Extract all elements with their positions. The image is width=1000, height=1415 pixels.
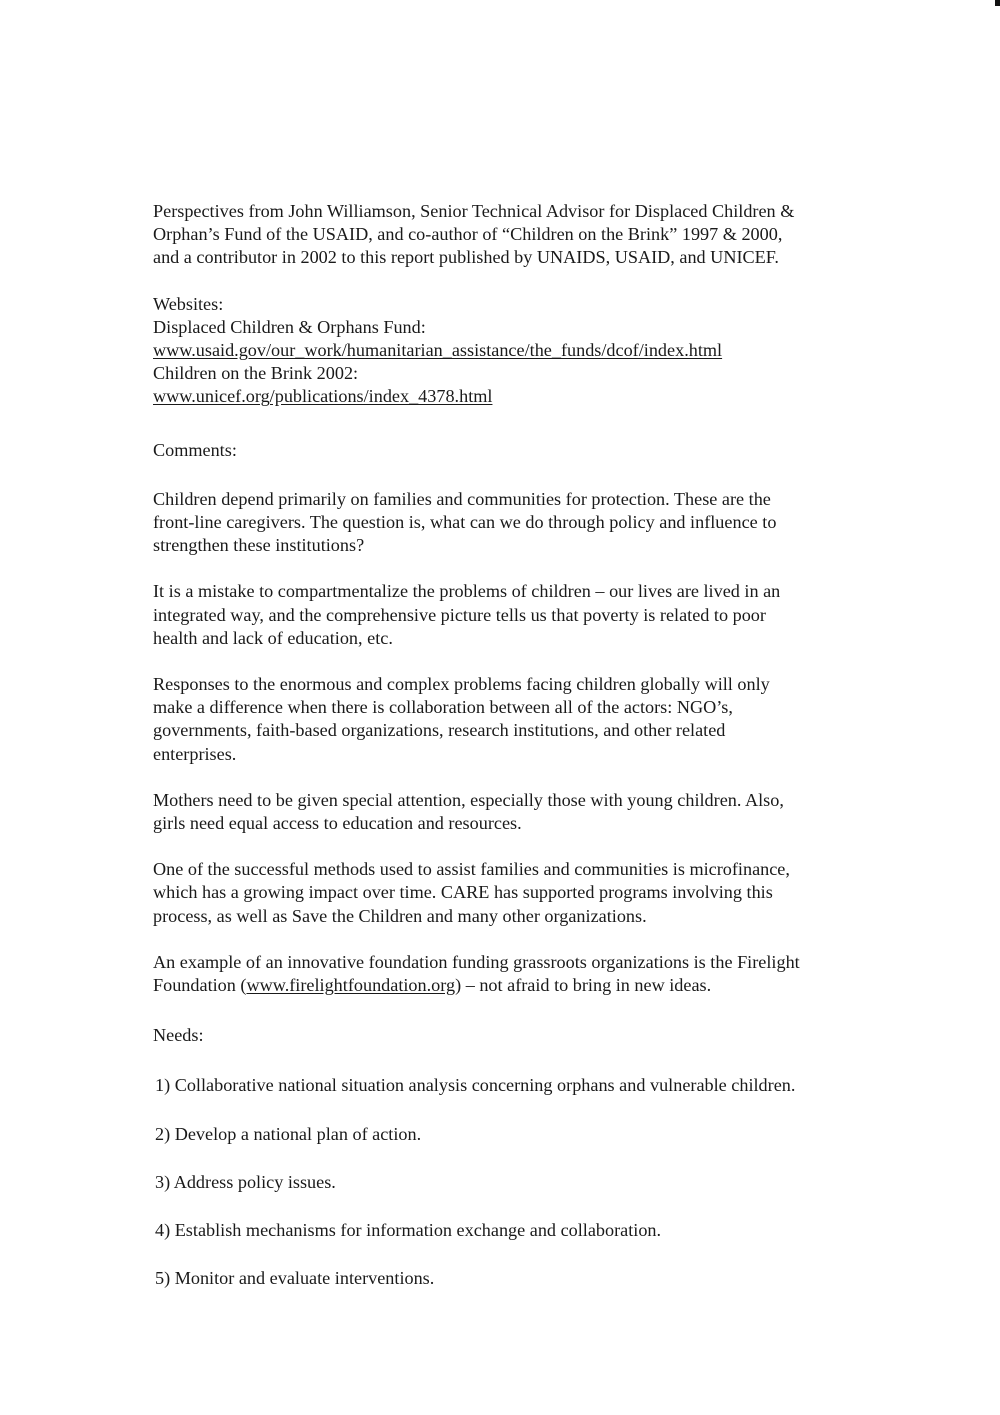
comment-paragraph-2 — [153, 580, 923, 650]
comment-paragraph-3 — [153, 673, 923, 766]
comment-text: Foundation ( — [153, 975, 247, 996]
intro-paragraph — [153, 200, 923, 270]
intro-line: Orphan’s Fund of the USAID, and co-author of “Children on the Brink” 1997 & 2000, — [153, 224, 783, 245]
comment-line: health and lack of education, etc. — [153, 627, 393, 648]
needs-item: 4) Establish mechanisms for information exchange and collaboration. — [155, 1220, 662, 1241]
comments-heading — [153, 439, 923, 462]
comment-line: girls need equal access to education and resources. — [153, 813, 522, 834]
needs-item: 2) Develop a national plan of action. — [155, 1123, 422, 1144]
comment-line: Mothers need to be given special attention, especially those with young children. Also, — [153, 789, 784, 810]
scan-edge-mark — [995, 0, 1000, 6]
comment-line: governments, faith-based organizations, research institutions, and other related — [153, 720, 726, 741]
comment-line: An example of an innovative foundation funding grassroots organizations is the Firelight — [153, 951, 800, 972]
intro-line: Perspectives from John Williamson, Senior Technical Advisor for Displaced Children & — [153, 201, 795, 221]
comment-line: front-line caregivers. The question is, what can we do through policy and influence to — [153, 512, 777, 533]
needs-heading-text: Needs: — [153, 1025, 204, 1046]
brink-label: Children on the Brink 2002: — [153, 363, 359, 384]
needs-item: 3) Address policy issues. — [155, 1171, 336, 1192]
comments-heading-text: Comments: — [153, 439, 237, 460]
comment-line: Responses to the enormous and complex problems facing children globally will only — [153, 674, 770, 695]
needs-item: 1) Collaborative national situation analysis concerning orphans and vulnerable children. — [155, 1075, 796, 1096]
dcof-link[interactable]: www.usaid.gov/our_work/humanitarian_assistance/the_funds/dcof/index.html — [153, 340, 723, 361]
dcof-label: Displaced Children & Orphans Fund: — [153, 316, 426, 337]
comment-paragraph-5 — [153, 858, 923, 928]
brink-link[interactable]: www.unicef.org/publications/index_4378.html — [153, 386, 493, 407]
firelight-link[interactable]: www.firelightfoundation.org — [246, 975, 456, 996]
comment-paragraph-1 — [153, 488, 923, 558]
comment-line: Children depend primarily on families and communities for protection. These are the — [153, 488, 771, 509]
comment-line: strengthen these institutions? — [153, 535, 365, 556]
comment-line — [153, 974, 923, 997]
needs-item: 5) Monitor and evaluate interventions. — [155, 1268, 435, 1289]
needs-heading — [153, 1024, 923, 1047]
comment-line: process, as well as Save the Children and many other organizations. — [153, 905, 647, 926]
comment-line: which has a growing impact over time. CARE has supported programs involving this — [153, 882, 773, 903]
comment-line: One of the successful methods used to assist families and communities is microfinance, — [153, 859, 790, 880]
comment-line: make a difference when there is collaboration between all of the actors: NGO’s, — [153, 697, 733, 718]
intro-line: and a contributor in 2002 to this report published by UNAIDS, USAID, and UNICEF. — [153, 247, 779, 268]
comment-text: ) – not afraid to bring in new ideas. — [455, 975, 712, 996]
comment-paragraph-6 — [153, 951, 923, 997]
comment-line: It is a mistake to compartmentalize the problems of children – our lives are lived in an — [153, 581, 781, 602]
websites-heading: Websites: — [153, 293, 224, 314]
comment-line: integrated way, and the comprehensive picture tells us that poverty is related to poor — [153, 604, 766, 625]
comment-paragraph-4 — [153, 789, 923, 835]
document-page — [153, 200, 923, 1291]
comment-line: enterprises. — [153, 743, 237, 764]
websites-section — [153, 293, 923, 409]
